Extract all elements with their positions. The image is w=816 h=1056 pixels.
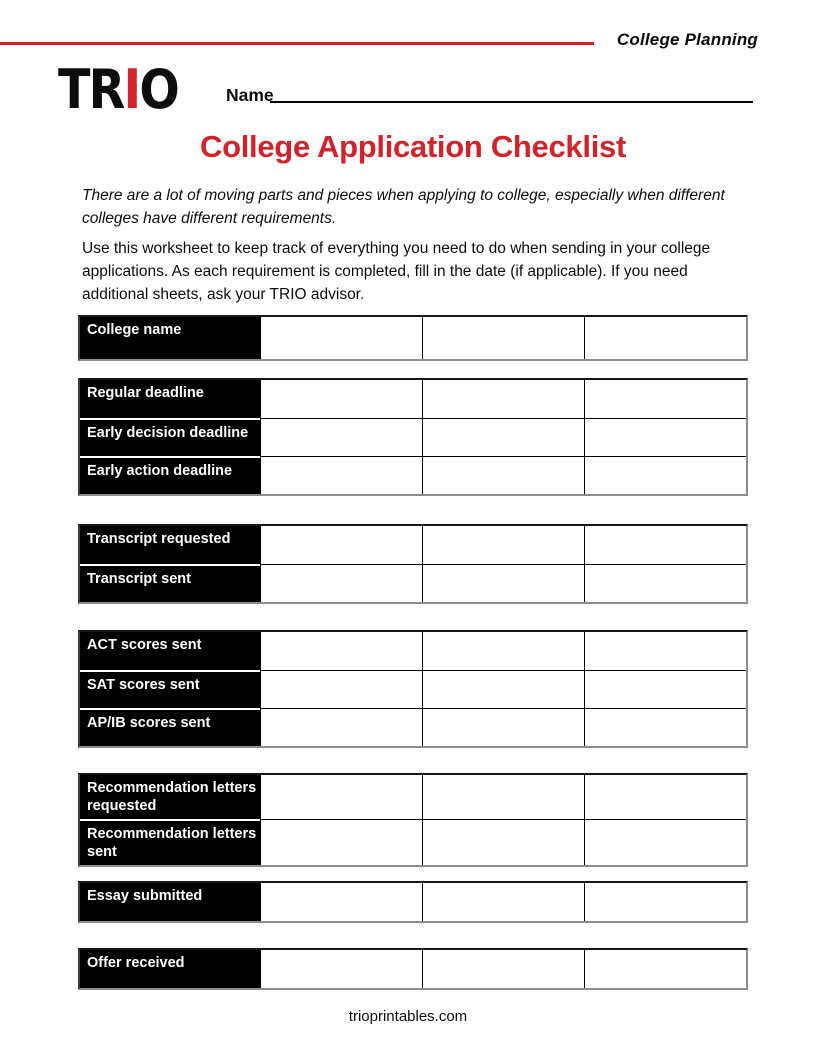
table-cell[interactable]	[422, 708, 584, 746]
table-cell[interactable]	[422, 317, 584, 359]
table-cell[interactable]	[260, 418, 422, 456]
table-cell[interactable]	[260, 317, 422, 359]
table-cell[interactable]	[260, 950, 422, 988]
page-title: College Application Checklist	[200, 129, 626, 164]
table-cell[interactable]	[260, 670, 422, 708]
table-row	[80, 950, 746, 988]
table-cell[interactable]	[422, 456, 584, 494]
table-cell[interactable]	[260, 819, 422, 865]
header-rule	[0, 42, 594, 45]
category-label: College Planning	[616, 30, 758, 49]
table-cell[interactable]	[584, 418, 746, 456]
table-cell[interactable]	[584, 819, 746, 865]
row-label: Offer received	[80, 950, 260, 988]
test-scores-table	[78, 630, 748, 748]
table-cell[interactable]	[260, 380, 422, 418]
table-cell[interactable]	[584, 775, 746, 819]
table-cell[interactable]	[422, 775, 584, 819]
table-cell[interactable]	[422, 950, 584, 988]
table-cell[interactable]	[584, 456, 746, 494]
table-row	[80, 526, 746, 564]
row-label: AP/IB scores sent	[80, 708, 260, 746]
deadlines-table	[78, 378, 748, 496]
logo-text-i: I	[123, 58, 140, 121]
table-cell[interactable]	[422, 564, 584, 602]
row-label: Early decision deadline	[80, 418, 260, 456]
row-label: Recommendation letters requested	[80, 775, 260, 819]
table-cell[interactable]	[260, 456, 422, 494]
recommendation-table	[78, 773, 748, 867]
logo-text-o: O	[139, 58, 179, 121]
table-cell[interactable]	[584, 632, 746, 670]
intro-paragraph: There are a lot of moving parts and pieces when applying to college, especially when different colleges have different requirements.	[82, 187, 725, 227]
row-label: Recommendation letters sent	[80, 819, 260, 865]
table-row	[80, 380, 746, 418]
name-label: Name	[226, 85, 274, 105]
essay-table	[78, 881, 748, 923]
table-cell[interactable]	[584, 708, 746, 746]
table-cell[interactable]	[422, 526, 584, 564]
footer-website: trioprintables.com	[348, 1008, 468, 1025]
table-cell[interactable]	[584, 670, 746, 708]
table-cell[interactable]	[422, 380, 584, 418]
transcript-table	[78, 524, 748, 604]
row-label: ACT scores sent	[80, 632, 260, 670]
table-cell[interactable]	[260, 883, 422, 921]
table-row	[80, 317, 746, 359]
table-row	[80, 632, 746, 670]
offer-table	[78, 948, 748, 990]
table-row	[80, 883, 746, 921]
table-cell[interactable]	[260, 632, 422, 670]
table-cell[interactable]	[422, 670, 584, 708]
trio-logo	[58, 58, 179, 121]
table-cell[interactable]	[422, 883, 584, 921]
table-cell[interactable]	[422, 819, 584, 865]
table-cell[interactable]	[584, 380, 746, 418]
table-cell[interactable]	[584, 317, 746, 359]
table-cell[interactable]	[260, 708, 422, 746]
row-label: Transcript requested	[80, 526, 260, 564]
name-field[interactable]	[270, 84, 753, 103]
table-cell[interactable]	[584, 950, 746, 988]
table-cell[interactable]	[584, 883, 746, 921]
logo-text-tr: TR	[58, 58, 124, 121]
table-row	[80, 456, 746, 494]
table-row	[80, 670, 746, 708]
row-label: Early action deadline	[80, 456, 260, 494]
row-label: College name	[80, 317, 260, 359]
instructions-paragraph: Use this worksheet to keep track of everything you need to do when sending in your college applications. As each requirement is completed, fill in the date (if applicable). If you need additional sheets, ask your TRIO advisor.	[82, 240, 711, 303]
row-label: Transcript sent	[80, 564, 260, 602]
college-name-table	[78, 315, 748, 361]
row-label: Regular deadline	[80, 380, 260, 418]
table-cell[interactable]	[422, 632, 584, 670]
table-row	[80, 708, 746, 746]
table-cell[interactable]	[260, 526, 422, 564]
table-cell[interactable]	[260, 564, 422, 602]
table-row	[80, 418, 746, 456]
table-row	[80, 564, 746, 602]
row-label: SAT scores sent	[80, 670, 260, 708]
table-row	[80, 775, 746, 819]
table-cell[interactable]	[422, 418, 584, 456]
row-label: Essay submitted	[80, 883, 260, 921]
table-cell[interactable]	[584, 564, 746, 602]
table-cell[interactable]	[260, 775, 422, 819]
table-row	[80, 819, 746, 865]
table-cell[interactable]	[584, 526, 746, 564]
